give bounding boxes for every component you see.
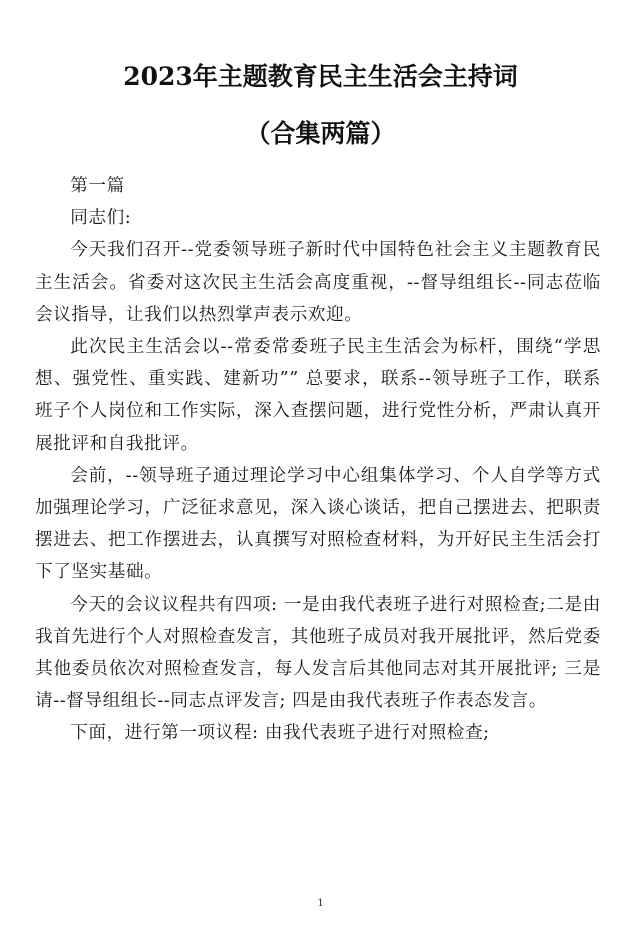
section-heading: 第一篇 <box>70 176 125 196</box>
salutation: 同志们: <box>70 208 132 229</box>
document-subtitle: （合集两篇） <box>245 119 396 148</box>
document-body <box>35 170 601 750</box>
body-paragraph: 此次民主生活会以--常委常委班子民主生活会为标杆，围绕“学思想、强党性、重实践、建新功”” 总要求，联系--领导班子工作，联系班子个人岗位和工作实际，深入查摆问题，进行党性分析，严肃认真开展批评和自我批评。 <box>35 337 601 454</box>
body-paragraph: 今天的会议议程共有四项: 一是由我代表班子进行对照检查;二是由我首先进行个人对照检查发言，其他班子成员对我开展批评，然后党委其他委员依次对照检查发言，每人发言后其他同志对其开展批评; 三是请--督导组组长--同志点评发言; 四是由我代表班子作表态发言。 <box>35 594 601 712</box>
body-paragraph: 下面，进行第一项议程: 由我代表班子进行对照检查; <box>70 723 490 744</box>
body-paragraph: 会前，--领导班子通过理论学习中心组集体学习、个人自学等方式加强理论学习，广泛征求意见，深入谈心谈话，把自己摆进去、把职责摆进去、把工作摆进去，认真撰写对照检查材料，为开好民主生活会打下了坚实基础。 <box>35 465 601 583</box>
page-number: 1 <box>317 898 324 909</box>
body-paragraph: 今天我们召开--党委领导班子新时代中国特色社会主义主题教育民主生活会。省委对这次民主生活会高度重视，--督导组组长--同志莅临会议指导，让我们以热烈掌声表示欢迎。 <box>35 240 601 325</box>
document-title: 2023年主题教育民主生活会主持词 <box>123 62 518 91</box>
